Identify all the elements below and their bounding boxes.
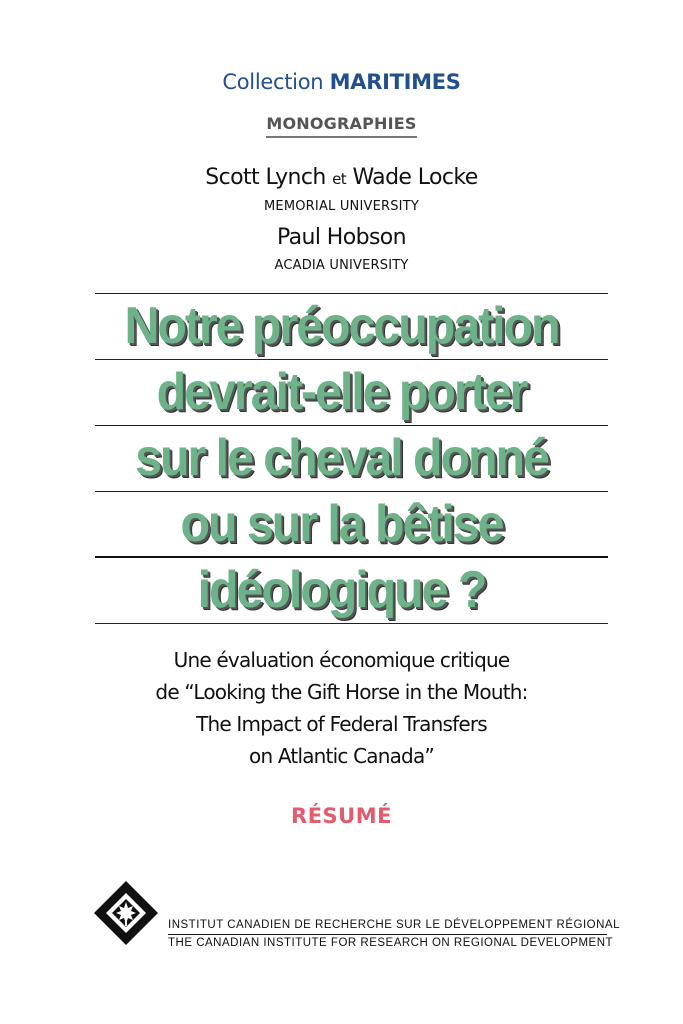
title-line-1: Notre préoccupation bbox=[124, 297, 559, 355]
subtitle-line-4: on Atlantic Canada” bbox=[249, 744, 434, 768]
title-line-3: sur le cheval donné bbox=[135, 429, 548, 487]
subtitle-line-2: de “Looking the Gift Horse in the Mouth: bbox=[155, 680, 528, 704]
affiliation-1: MEMORIAL UNIVERSITY bbox=[264, 199, 419, 214]
title-rule bbox=[95, 425, 608, 426]
title-rule bbox=[95, 359, 608, 360]
authors-line-1 bbox=[0, 165, 683, 190]
subtitle-line-1: Une évaluation économique critique bbox=[173, 648, 510, 672]
maple-leaf-diamond-logo-icon bbox=[93, 880, 159, 946]
title-line-5: idéologique ? bbox=[197, 561, 486, 619]
title-line-4: ou sur la bêtise bbox=[180, 495, 503, 553]
affiliation-2: ACADIA UNIVERSITY bbox=[274, 258, 409, 273]
institute-divider bbox=[168, 934, 607, 935]
author-3: Paul Hobson bbox=[276, 225, 407, 250]
title-rule bbox=[95, 491, 608, 492]
collection-name: MARITIMES bbox=[329, 70, 461, 94]
title-rule bbox=[95, 623, 608, 624]
author-2: Wade Locke bbox=[352, 165, 478, 190]
author-conjunction: et bbox=[332, 170, 347, 188]
series-label: MONOGRAPHIES bbox=[266, 114, 416, 138]
series-wrap bbox=[0, 114, 683, 138]
resume-label: RÉSUMÉ bbox=[291, 804, 392, 828]
institute-name-en: THE CANADIAN INSTITUTE FOR RESEARCH ON REGIONAL DEVELOPMENT bbox=[168, 937, 614, 949]
collection-prefix: Collection bbox=[222, 70, 324, 94]
collection-heading bbox=[0, 70, 683, 94]
subtitle-line-3: The Impact of Federal Transfers bbox=[196, 712, 487, 736]
title-rule bbox=[95, 293, 608, 294]
institute-name-fr: INSTITUT CANADIEN DE RECHERCHE SUR LE DÉVELOPPEMENT RÉGIONAL bbox=[168, 919, 620, 931]
author-1: Scott Lynch bbox=[205, 165, 326, 190]
title-rule bbox=[95, 556, 608, 558]
title-line-2: devrait-elle porter bbox=[156, 363, 527, 421]
